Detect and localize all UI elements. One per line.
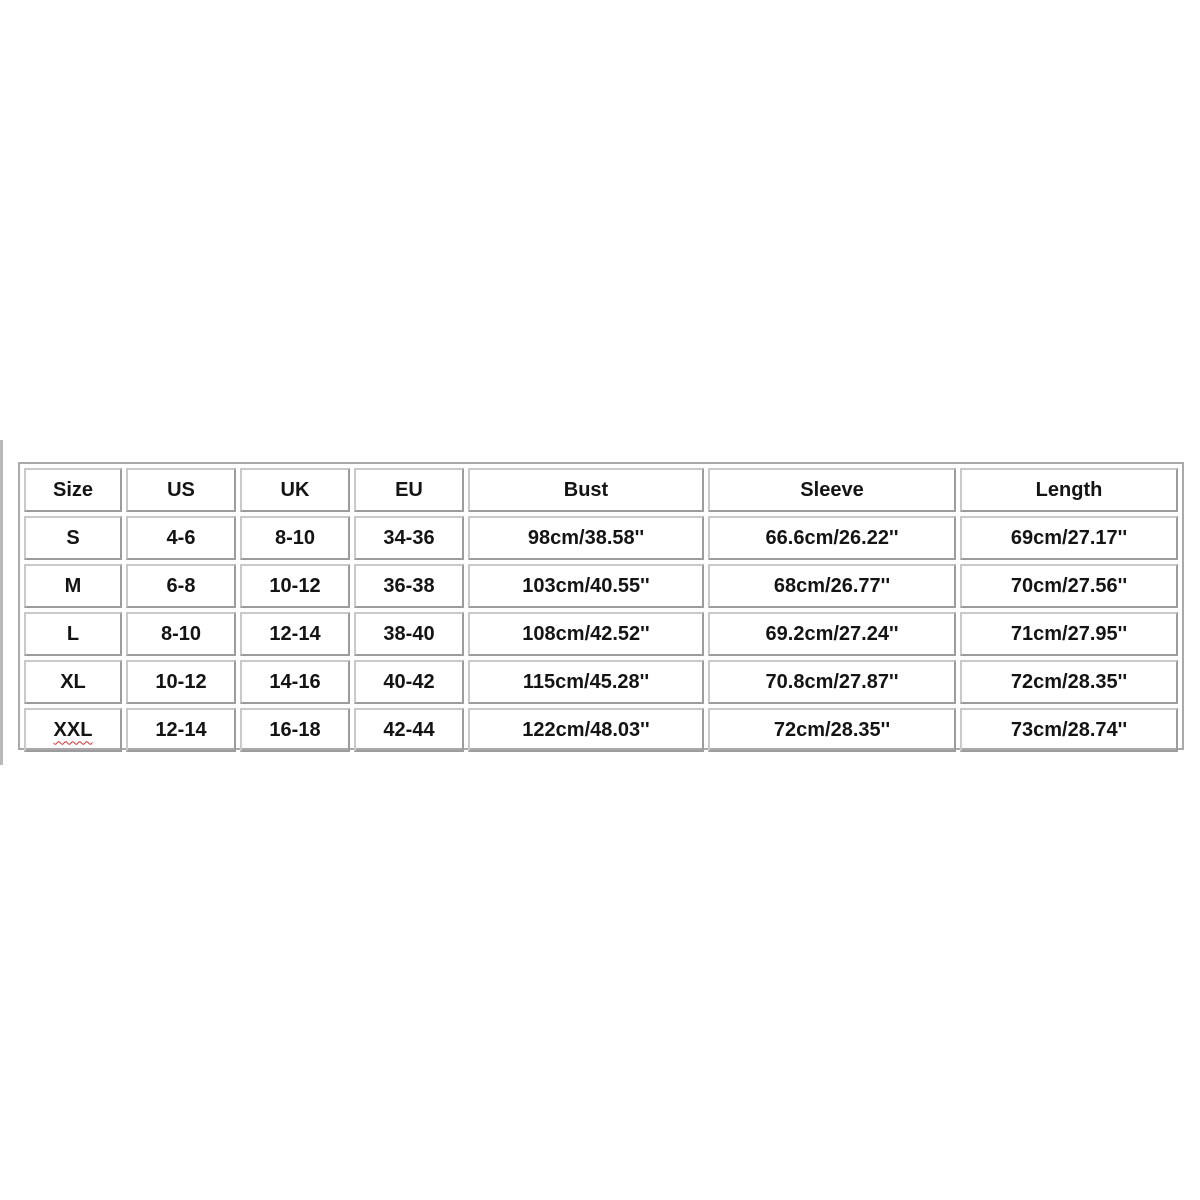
left-edge-divider [0, 440, 3, 765]
cell-bust: 108cm/42.52'' [468, 612, 704, 656]
cell-eu: 38-40 [354, 612, 464, 656]
header-sleeve: Sleeve [708, 468, 956, 512]
cell-us: 4-6 [126, 516, 236, 560]
table-row [24, 516, 1178, 560]
cell-bust: 98cm/38.58'' [468, 516, 704, 560]
cell-eu: 34-36 [354, 516, 464, 560]
cell-uk: 16-18 [240, 708, 350, 752]
cell-sleeve: 69.2cm/27.24'' [708, 612, 956, 656]
cell-uk: 8-10 [240, 516, 350, 560]
header-row [24, 468, 1178, 512]
cell-size: XL [24, 660, 122, 704]
cell-us: 10-12 [126, 660, 236, 704]
cell-size: S [24, 516, 122, 560]
table-row [24, 612, 1178, 656]
cell-size: M [24, 564, 122, 608]
cell-uk: 10-12 [240, 564, 350, 608]
cell-size: L [24, 612, 122, 656]
header-us: US [126, 468, 236, 512]
cell-eu: 42-44 [354, 708, 464, 752]
cell-bust: 103cm/40.55'' [468, 564, 704, 608]
cell-length: 72cm/28.35'' [960, 660, 1178, 704]
cell-us: 12-14 [126, 708, 236, 752]
cell-uk: 14-16 [240, 660, 350, 704]
cell-length: 73cm/28.74'' [960, 708, 1178, 752]
cell-length: 70cm/27.56'' [960, 564, 1178, 608]
cell-sleeve: 70.8cm/27.87'' [708, 660, 956, 704]
header-bust: Bust [468, 468, 704, 512]
cell-uk: 12-14 [240, 612, 350, 656]
table-row [24, 564, 1178, 608]
cell-sleeve: 68cm/26.77'' [708, 564, 956, 608]
cell-bust: 122cm/48.03'' [468, 708, 704, 752]
cell-us: 6-8 [126, 564, 236, 608]
size-chart-table [20, 464, 1182, 756]
cell-size-label: XXL [53, 718, 93, 741]
cell-eu: 40-42 [354, 660, 464, 704]
cell-sleeve: 72cm/28.35'' [708, 708, 956, 752]
table-row [24, 660, 1178, 704]
cell-size [24, 708, 122, 752]
cell-eu: 36-38 [354, 564, 464, 608]
cell-length: 71cm/27.95'' [960, 612, 1178, 656]
cell-bust: 115cm/45.28'' [468, 660, 704, 704]
cell-length: 69cm/27.17'' [960, 516, 1178, 560]
table-row [24, 708, 1178, 752]
cell-us: 8-10 [126, 612, 236, 656]
header-uk: UK [240, 468, 350, 512]
header-size: Size [24, 468, 122, 512]
header-length: Length [960, 468, 1178, 512]
cell-sleeve: 66.6cm/26.22'' [708, 516, 956, 560]
header-eu: EU [354, 468, 464, 512]
